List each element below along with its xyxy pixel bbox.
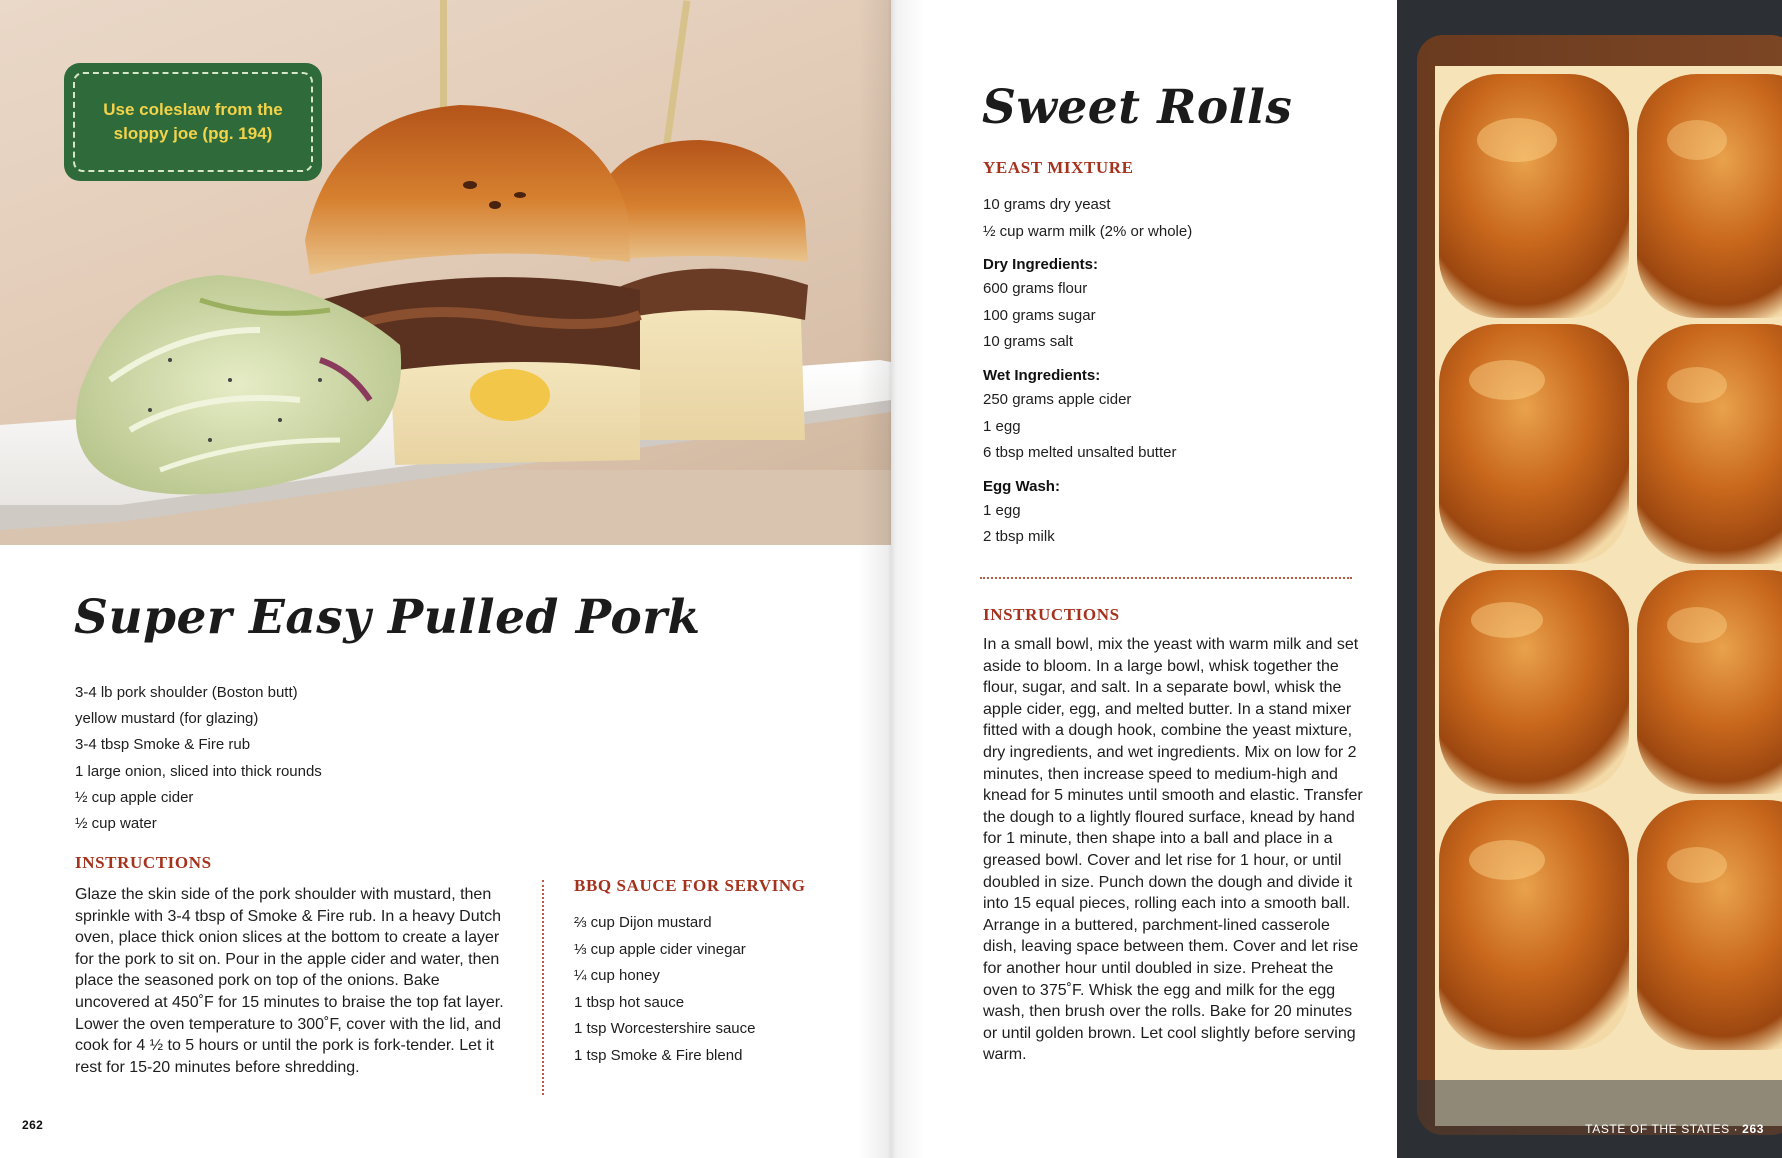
page-number-right: 263 — [1742, 1122, 1764, 1136]
sweet-rolls-ingredients — [983, 192, 1192, 551]
coleslaw-callout — [64, 63, 322, 181]
sauce-item: 1 tsp Smoke & Fire blend — [574, 1046, 743, 1064]
bbq-sauce-ingredients — [574, 910, 755, 1070]
wet-item: 1 egg — [983, 417, 1021, 435]
yeast-item: 10 grams dry yeast — [983, 196, 1111, 213]
pulled-pork-instructions-heading: INSTRUCTIONS — [75, 853, 212, 872]
callout-text: Use coleslaw from the sloppy joe (pg. 194) — [103, 100, 283, 143]
running-head: TASTE OF THE STATES — [1585, 1122, 1730, 1136]
egg-wash-item: 2 tbsp milk — [983, 528, 1055, 546]
yeast-item: ½ cup warm milk (2% or whole) — [983, 222, 1193, 240]
dry-ingredients-heading: Dry Ingredients: — [983, 256, 1099, 274]
dry-item: 10 grams salt — [983, 333, 1074, 351]
sauce-item: 1 tbsp hot sauce — [574, 993, 685, 1011]
ingredient-item: 3-4 lb pork shoulder (Boston butt) — [75, 684, 298, 701]
sauce-item: ⅔ cup Dijon mustard — [574, 914, 712, 931]
page-number-left: 262 — [22, 1118, 44, 1132]
sweet-rolls-instructions-heading: INSTRUCTIONS — [983, 605, 1120, 624]
sauce-item: ¼ cup honey — [574, 967, 660, 985]
wet-item: 250 grams apple cider — [983, 390, 1132, 408]
egg-wash-item: 1 egg — [983, 501, 1021, 519]
sauce-divider — [542, 880, 544, 1095]
dry-item: 600 grams flour — [983, 280, 1088, 298]
ingredient-item: yellow mustard (for glazing) — [75, 710, 259, 728]
sweet-rolls-instructions: In a small bowl, mix the yeast with warm milk and set aside to bloom. In a large bowl, whisk together the flour, sugar, and salt. In a separate bowl, whisk the apple cider, egg, and melted butter. In a stand mixer fitted with a dough hook, combine the yeast mixture, dry ingredients, and wet ingredients. Mix on low for 2 minutes, then increase speed to medium-high and knead for 5 minutes until smooth and elastic. Transfer the dough to a lightly floured surface, knead by hand for 1 minute, then shape into a ball and place in a greased bowl. Cover and let rise for 1 hour, or until doubled in size. Punch down the dough and divide it into 15 equal pieces, rolling each into a smooth ball. Arrange in a buttered, parchment-lined casserole dish, leaving space between them. Cover and let rise for another hour until doubled in size. Preheat the oven to 375˚F. Whisk the egg and milk for the egg wash, then brush over the rolls. Bake for 20 minutes or until golden brown. Let cool slightly before serving warm. — [983, 636, 1363, 1064]
sweet-rolls-title: Sweet Rolls — [982, 80, 1293, 135]
sauce-item: ⅓ cup apple cider vinegar — [574, 940, 746, 958]
pulled-pork-ingredients — [75, 680, 322, 837]
bbq-sauce-heading: BBQ SAUCE FOR SERVING — [574, 876, 806, 895]
sweet-rolls-photo — [1397, 0, 1782, 1158]
ingredient-item: 1 large onion, sliced into thick rounds — [75, 762, 322, 780]
egg-wash-heading: Egg Wash: — [983, 477, 1060, 495]
dry-item: 100 grams sugar — [983, 306, 1096, 324]
yeast-mixture-heading: YEAST MIXTURE — [983, 158, 1134, 177]
sauce-item: 1 tsp Worcestershire sauce — [574, 1020, 756, 1038]
callout-dashed-border — [73, 72, 313, 172]
wet-ingredients-heading: Wet Ingredients: — [983, 366, 1101, 384]
pulled-pork-sliders-photo — [0, 0, 891, 545]
sweet-rolls-illustration — [1397, 0, 1782, 1158]
pulled-pork-instructions: Glaze the skin side of the pork shoulder with mustard, then sprinkle with 3-4 tbsp of Smoke & Fire rub. In a heavy Dutch oven, place thick onion slices at the bottom to create a layer for the pork to sit on. Pour in the apple cider and water, then place the seasoned pork on top of the onions. Bake uncovered at 450˚F for 15 minutes to braise the top fat layer. Lower the oven temperature to 300˚F, cover with the lid, and cook for 4 ½ to 5 hours or until the pork is fork-tender. Let it rest for 15-20 minutes before shredding. — [75, 886, 504, 1076]
ingredient-item: 3-4 tbsp Smoke & Fire rub — [75, 736, 251, 754]
wet-item: 6 tbsp melted unsalted butter — [983, 444, 1177, 462]
footer-separator: · — [1729, 1122, 1743, 1136]
pulled-pork-title: Super Easy Pulled Pork — [74, 590, 701, 645]
ingredient-item: ½ cup water — [75, 815, 157, 833]
ingredient-item: ½ cup apple cider — [75, 788, 194, 806]
section-divider — [980, 577, 1352, 579]
page-footer-right — [1585, 1122, 1764, 1136]
